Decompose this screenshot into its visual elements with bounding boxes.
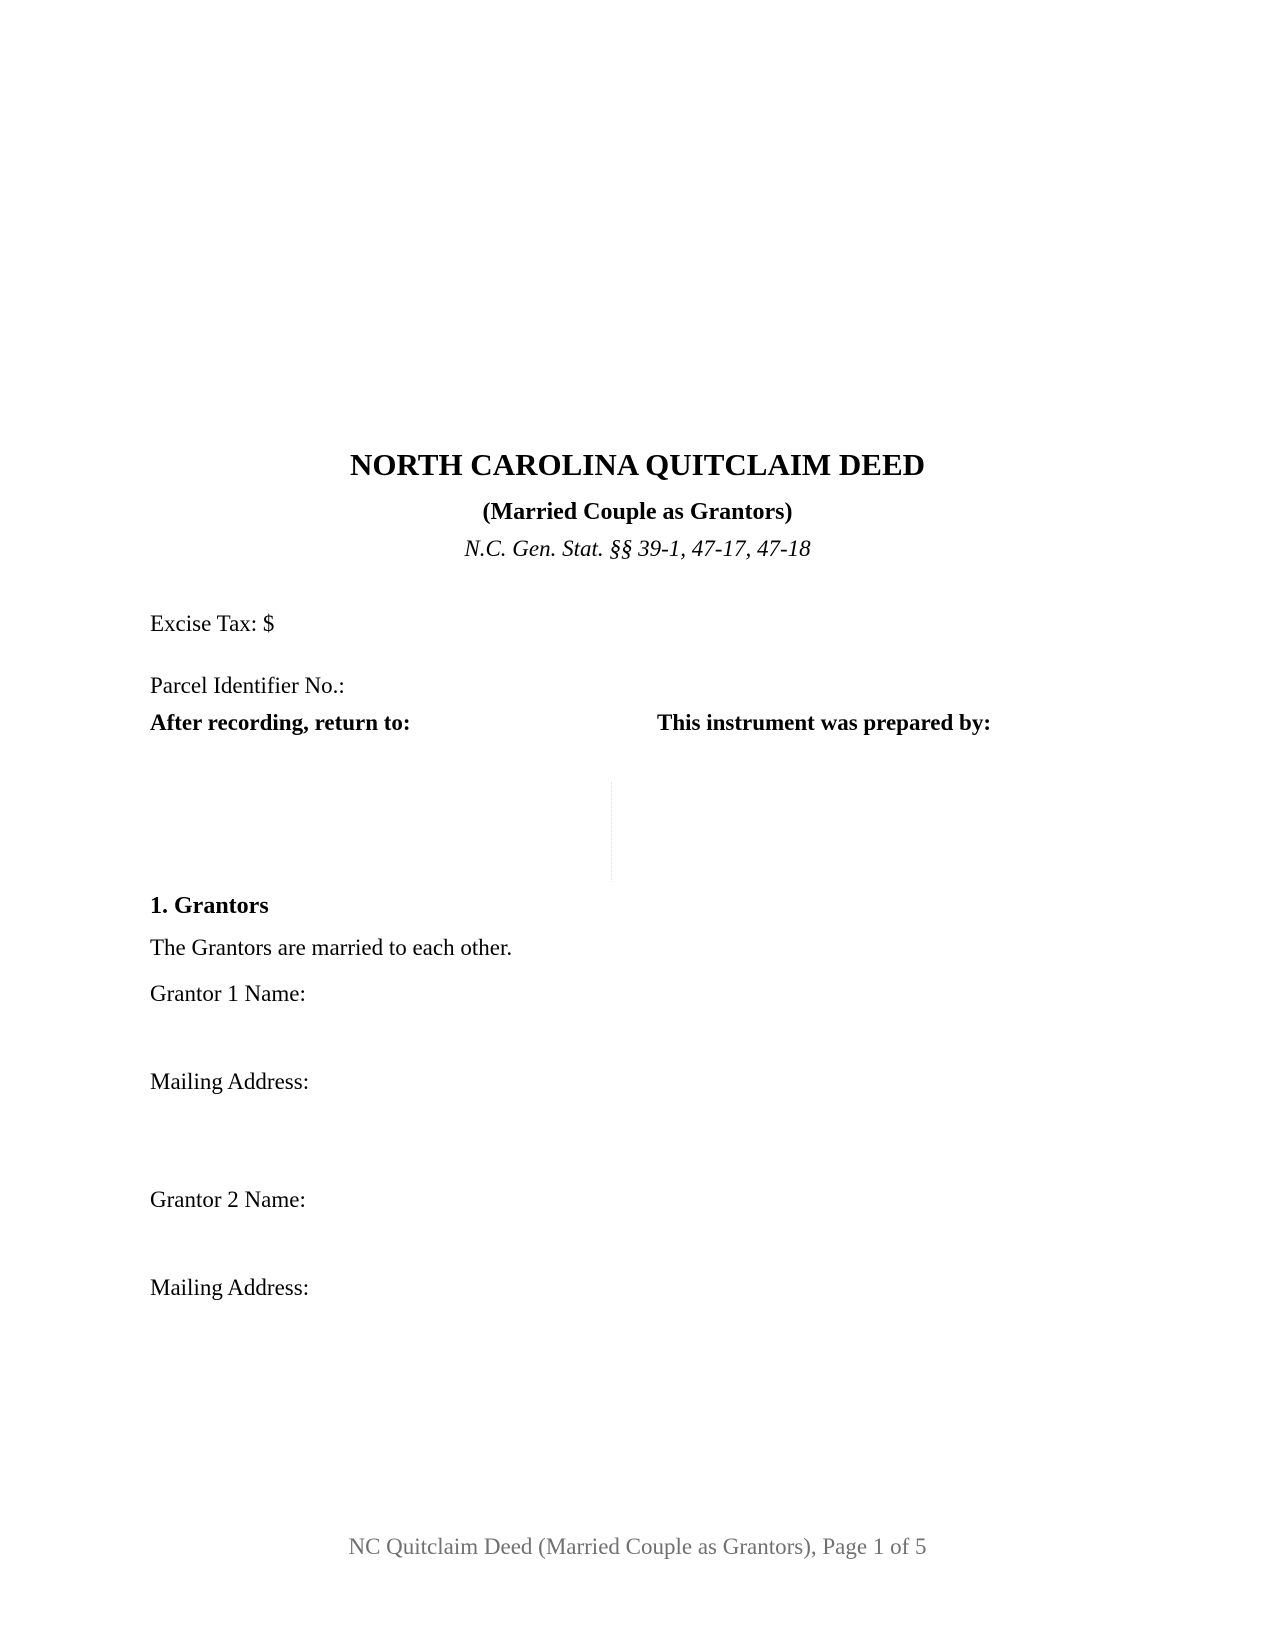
statute-citation: N.C. Gen. Stat. §§ 39-1, 47-17, 47-18 [464, 536, 811, 561]
page-footer: NC Quitclaim Deed (Married Couple as Grantors), Page 1 of 5 [348, 1534, 927, 1559]
column-divider [611, 782, 613, 882]
document-title: NORTH CAROLINA QUITCLAIM DEED [349, 447, 926, 482]
document-subtitle: (Married Couple as Grantors) [482, 499, 793, 525]
grantor1-name-label: Grantor 1 Name: [150, 981, 306, 1006]
parcel-id-label: Parcel Identifier No.: [150, 673, 345, 698]
grantor1-address-label: Mailing Address: [150, 1069, 310, 1094]
excise-tax-label: Excise Tax: $ [150, 611, 275, 636]
section-heading-grantors: 1. Grantors [150, 893, 269, 919]
grantors-married-statement: The Grantors are married to each other. [150, 935, 513, 960]
return-to-label: After recording, return to: [150, 710, 411, 735]
grantor2-address-label: Mailing Address: [150, 1275, 310, 1300]
prepared-by-label: This instrument was prepared by: [657, 710, 991, 735]
grantor2-name-label: Grantor 2 Name: [150, 1187, 306, 1212]
